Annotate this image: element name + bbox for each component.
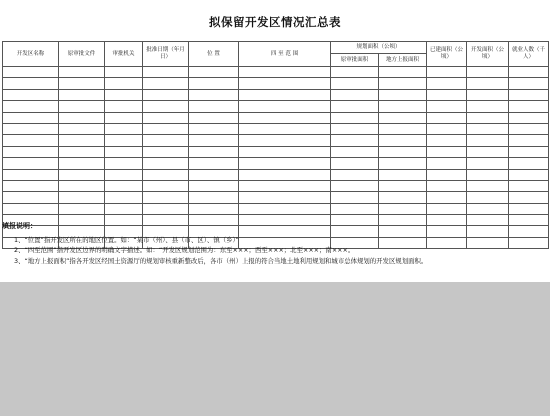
table-cell [379,158,427,169]
table-row [3,89,549,100]
table-cell [467,192,509,203]
table-cell [427,135,467,146]
table-cell [239,67,331,78]
table-row [3,112,549,123]
table-cell [105,146,143,157]
table-row [3,158,549,169]
table-cell [143,101,189,112]
table-cell [59,123,105,134]
table-cell [3,123,59,134]
table-cell [239,135,331,146]
table-cell [189,192,239,203]
table-cell [105,78,143,89]
table-cell [143,67,189,78]
table-cell [3,112,59,123]
table-cell [331,123,379,134]
table-cell [331,101,379,112]
table-cell [59,203,105,214]
table-cell [239,89,331,100]
table-cell [467,89,509,100]
table-cell [331,112,379,123]
table-cell [105,169,143,180]
table-cell [105,135,143,146]
summary-table [2,41,549,249]
header-location: 位 置 [189,42,239,67]
table-cell [379,169,427,180]
table-cell [3,146,59,157]
table-cell [427,203,467,214]
table-cell [59,78,105,89]
table-cell [379,123,427,134]
document-title: 拟保留开发区情况汇总表 [209,15,341,29]
table-cell [105,180,143,191]
table-cell [143,112,189,123]
table-cell [467,158,509,169]
table-cell [59,135,105,146]
table-cell [3,192,59,203]
table-cell [143,169,189,180]
table-cell [379,101,427,112]
table-cell [239,112,331,123]
table-cell [3,169,59,180]
table-cell [379,78,427,89]
table-cell [509,89,549,100]
table-cell [509,169,549,180]
table-cell [331,135,379,146]
table-cell [331,203,379,214]
table-cell [427,112,467,123]
table-cell [331,169,379,180]
table-cell [427,123,467,134]
table-cell [239,123,331,134]
table-row [3,180,549,191]
header-built-area: 已建面积（公顷） [427,42,467,67]
table-cell [379,67,427,78]
table-cell [467,203,509,214]
table-cell [3,78,59,89]
table-cell [59,112,105,123]
table-cell [105,67,143,78]
note-item-2: 2、“四至范围”指开发区边界的明确文字描述。如：“开发区规划范围为：东至×××；西至×××；北至×××；南×××。 [14,246,355,255]
header-approval-doc: 原审批文件 [59,42,105,67]
table-cell [467,67,509,78]
table-cell [143,78,189,89]
table-cell [467,101,509,112]
table-cell [379,180,427,191]
table-cell [467,135,509,146]
table-cell [427,180,467,191]
table-cell [427,158,467,169]
table-cell [189,203,239,214]
header-planned-area-approved: 原审批面积 [331,54,379,67]
table-cell [3,67,59,78]
table-cell [59,180,105,191]
table-cell [239,158,331,169]
table-cell [143,192,189,203]
table-cell [105,101,143,112]
table-cell [467,112,509,123]
table-cell [509,78,549,89]
table-row [3,146,549,157]
table-cell [189,78,239,89]
table-cell [189,158,239,169]
table-cell [509,146,549,157]
table-cell [3,203,59,214]
table-cell [105,203,143,214]
header-employment: 就业人数（千人） [509,42,549,67]
table-cell [239,169,331,180]
table-cell [239,203,331,214]
table-cell [467,123,509,134]
table-cell [331,67,379,78]
header-planned-area-local: 地方上报面积 [379,54,427,67]
table-cell [331,158,379,169]
table-cell [3,158,59,169]
table-cell [143,135,189,146]
table-cell [239,146,331,157]
table-row [3,135,549,146]
table-cell [189,67,239,78]
table-cell [189,180,239,191]
table-cell [59,67,105,78]
table-cell [509,67,549,78]
table-row [3,169,549,180]
table-cell [239,101,331,112]
table-cell [105,158,143,169]
table-row [3,192,549,203]
table-cell [143,180,189,191]
table-cell [189,146,239,157]
table-cell [239,180,331,191]
table-cell [379,146,427,157]
table-cell [189,101,239,112]
table-cell [239,192,331,203]
table-cell [105,123,143,134]
table-cell [59,158,105,169]
table-cell [189,112,239,123]
table-cell [59,89,105,100]
table-cell [189,135,239,146]
filling-notes [2,221,546,266]
header-approval-org: 审批机关 [105,42,143,67]
table-cell [509,101,549,112]
header-name: 开发区名称 [3,42,59,67]
table-cell [379,112,427,123]
table-cell [509,192,549,203]
table-cell [509,112,549,123]
table-row [3,123,549,134]
table-cell [427,78,467,89]
table-cell [3,101,59,112]
table-cell [143,203,189,214]
table-cell [427,169,467,180]
table-cell [509,135,549,146]
table-cell [467,78,509,89]
table-cell [467,180,509,191]
table-cell [331,180,379,191]
table-cell [3,89,59,100]
table-cell [143,89,189,100]
table-cell [427,146,467,157]
note-item-1: 1、“位置”指开发区所在的地区位置。如：“某市（州）、县（市、区）、镇（乡）” [14,235,239,244]
table-cell [379,192,427,203]
table-cell [509,203,549,214]
table-cell [143,158,189,169]
table-cell [427,101,467,112]
table-cell [143,123,189,134]
table-cell [189,89,239,100]
table-row [3,101,549,112]
table-cell [59,192,105,203]
notes-heading: 填报说明： [2,222,37,230]
table-cell [509,123,549,134]
header-boundary: 四 至 范 围 [239,42,331,67]
table-cell [105,89,143,100]
table-cell [509,180,549,191]
table-cell [509,158,549,169]
table-cell [427,192,467,203]
table-cell [331,78,379,89]
table-cell [331,89,379,100]
table-cell [189,123,239,134]
table-cell [467,146,509,157]
table-cell [331,146,379,157]
table-cell [59,146,105,157]
table-cell [379,135,427,146]
table-cell [59,169,105,180]
header-developed-area: 开发面积（公顷） [467,42,509,67]
table-cell [143,146,189,157]
table-cell [427,67,467,78]
table-cell [379,203,427,214]
table-cell [379,89,427,100]
header-approval-date: 批准日期（年月日） [143,42,189,67]
table-row [3,78,549,89]
table-cell [105,192,143,203]
table-row [3,67,549,78]
table-cell [105,112,143,123]
table-cell [467,169,509,180]
table-cell [3,180,59,191]
table-cell [331,192,379,203]
header-planned-area: 规划面积（公顷） [331,42,427,54]
table-row [3,203,549,214]
table-cell [239,78,331,89]
table-cell [427,89,467,100]
table-cell [3,135,59,146]
note-item-3: 3、“地方上报面积”指各开发区经国土资源厅的规划审核重新整改后，各市（州）上报的符合当地土地利用规划和城市总体规划的开发区规划面积。 [14,256,428,265]
table-cell [189,169,239,180]
table-cell [59,101,105,112]
